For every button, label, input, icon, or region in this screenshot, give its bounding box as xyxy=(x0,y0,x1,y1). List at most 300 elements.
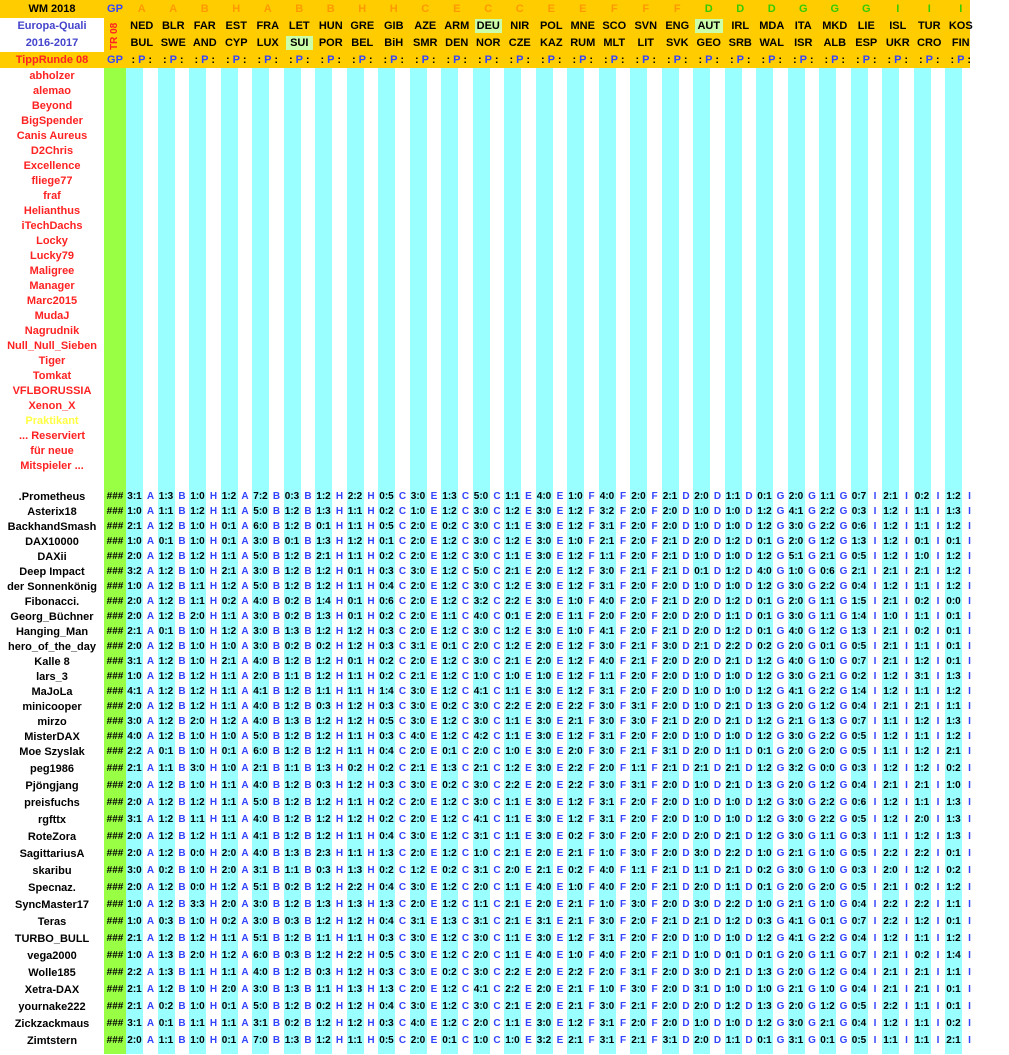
tip-group-letter: F xyxy=(619,984,627,995)
tip-group-letter: H xyxy=(335,1001,344,1012)
player-name[interactable]: Zimtstern xyxy=(26,1035,78,1047)
wm-label: WM 2018 xyxy=(28,3,76,15)
tip-cell: 1:2 xyxy=(190,797,205,808)
tip-cell: 3:1 xyxy=(599,1035,615,1046)
tip-cell: 1:2 xyxy=(284,731,300,742)
tip-cell: 3:1 xyxy=(599,814,615,825)
tip-group-letter: F xyxy=(651,566,658,577)
tip-cell: 2:0 xyxy=(410,536,426,547)
tip-group-letter: C xyxy=(461,716,470,727)
player-name[interactable]: MisterDAX xyxy=(24,731,80,743)
tip-cell: 0:2 xyxy=(914,950,930,961)
player-name[interactable]: Georg_Büchner xyxy=(10,611,94,623)
tip-cell: 2:2 xyxy=(127,967,142,978)
tip-cell: 0:6 xyxy=(851,521,867,532)
tip-group-letter: G xyxy=(839,950,848,961)
tip-cell: 1:2 xyxy=(505,641,520,652)
tip-cell: 3:0 xyxy=(599,566,615,577)
tip-group-letter: A xyxy=(146,701,155,712)
tip-group-letter: C xyxy=(493,746,501,757)
tip-cell: 2:2 xyxy=(505,596,520,607)
player-gp: ### xyxy=(106,581,124,592)
tip-cell: 1:3 xyxy=(284,848,300,859)
player-name[interactable]: RoteZora xyxy=(27,831,77,843)
top-player-name[interactable]: iTechDachs xyxy=(21,220,83,232)
tip-cell: 2:0 xyxy=(662,967,678,978)
tip-cell: 1:2 xyxy=(347,967,363,978)
tip-cell: 1:2 xyxy=(158,814,174,825)
home-team: MNE xyxy=(570,20,595,32)
tip-cell: 4:1 xyxy=(253,831,268,842)
tip-group-letter: I xyxy=(968,656,971,667)
tip-group-letter: I xyxy=(873,797,877,808)
tip-group-letter: I xyxy=(968,641,971,652)
top-player-name[interactable]: Helianthus xyxy=(23,205,81,217)
tip-group-letter: A xyxy=(241,656,249,667)
tip-cell: 0:1 xyxy=(946,1001,961,1012)
tip-cell: 1:2 xyxy=(221,581,237,592)
tip-cell: 2:2 xyxy=(568,763,583,774)
tip-group-letter: I xyxy=(873,521,877,532)
tip-group-letter: D xyxy=(745,731,753,742)
top-player-name[interactable]: Beyond xyxy=(31,100,73,112)
tip-cell: 2:0 xyxy=(662,671,678,682)
player-name[interactable]: preisfuchs xyxy=(24,797,80,809)
tip-group-letter: I xyxy=(968,686,971,697)
top-player-name[interactable]: Mitspieler ... xyxy=(20,460,84,472)
tip-group-letter: F xyxy=(588,746,595,757)
top-player-name[interactable]: VFLBORUSSIA xyxy=(12,385,92,397)
tip-group-letter: I xyxy=(936,1001,940,1012)
player-name[interactable]: DAXii xyxy=(37,551,67,563)
player-name[interactable]: Kalle 8 xyxy=(34,656,70,668)
tip-cell: 1:3 xyxy=(946,716,961,727)
tip-group-letter: I xyxy=(873,566,877,577)
tip-cell: 1:2 xyxy=(284,686,300,697)
tip-group-letter: B xyxy=(272,626,281,637)
top-player-name[interactable]: alemao xyxy=(33,85,71,97)
away-team: NOR xyxy=(476,37,501,49)
tip-cell: 1:0 xyxy=(599,848,615,859)
tip-cell: 1:3 xyxy=(347,865,363,876)
tip-group-letter: D xyxy=(713,701,722,712)
top-player-name[interactable]: Marc2015 xyxy=(26,295,78,307)
tip-cell: 1:2 xyxy=(442,899,457,910)
tip-cell: 2:0 xyxy=(599,763,615,774)
tip-cell: 0:4 xyxy=(851,984,867,995)
tip-group-letter: G xyxy=(839,814,848,825)
tip-cell: 2:1 xyxy=(694,763,709,774)
tip-group-letter: A xyxy=(146,626,155,637)
player-name[interactable]: Wolle185 xyxy=(28,967,76,979)
tip-group-letter: B xyxy=(304,716,312,727)
tip-group-letter: H xyxy=(367,686,375,697)
away-team: WAL xyxy=(759,37,784,49)
top-player-name[interactable]: Tomkat xyxy=(32,370,72,382)
player-name[interactable]: hero_of_the_day xyxy=(7,641,97,653)
tipprunde-label: TippRunde 08 xyxy=(0,53,104,67)
player-name[interactable]: TURBO_BULL xyxy=(14,933,90,945)
player-gp: ### xyxy=(106,1035,124,1046)
tip-group-letter: D xyxy=(682,933,690,944)
top-player-name[interactable]: D2Chris xyxy=(30,145,74,157)
top-player-name[interactable]: abholzer xyxy=(29,70,75,82)
tip-cell: 3:1 xyxy=(599,686,615,697)
away-team: GEO xyxy=(696,37,721,49)
tip-group-letter: I xyxy=(905,596,908,607)
tip-cell: 1:2 xyxy=(347,626,363,637)
tip-cell: 0:4 xyxy=(379,581,394,592)
tip-cell: 2:1 xyxy=(851,566,867,577)
tip-cell: 0:3 xyxy=(379,641,394,652)
home-team: MDA xyxy=(759,20,785,32)
tip-group-letter: E xyxy=(525,521,532,532)
tip-cell: 1:1 xyxy=(347,551,363,562)
tip-group-letter: E xyxy=(556,797,564,808)
tip-group-letter: H xyxy=(367,1035,375,1046)
tip-group-letter: E xyxy=(556,716,564,727)
home-team: LIE xyxy=(857,20,875,32)
tip-group-letter: B xyxy=(178,716,186,727)
tip-group-letter: I xyxy=(936,731,940,742)
player-name[interactable]: Zickzackmaus xyxy=(14,1018,90,1030)
tip-cell: 0:1 xyxy=(757,1035,772,1046)
tip-cell: 1:2 xyxy=(725,1001,741,1012)
tip-group-letter: H xyxy=(335,656,344,667)
home-team: BLR xyxy=(161,20,185,32)
tip-group-letter: B xyxy=(178,865,186,876)
tip-group-letter: I xyxy=(905,491,908,502)
tip-group-letter: B xyxy=(178,536,186,547)
tip-group-letter: C xyxy=(461,1001,470,1012)
tip-cell: 3:0 xyxy=(253,626,268,637)
top-player-name[interactable]: Praktikant xyxy=(25,415,79,427)
tip-cell: 0:2 xyxy=(221,596,237,607)
tip-cell: 1:2 xyxy=(505,506,520,517)
tip-group-letter: E xyxy=(556,611,564,622)
tip-cell: 0:2 xyxy=(316,1001,331,1012)
tip-group-letter: I xyxy=(968,848,971,859)
tip-cell: 1:0 xyxy=(568,491,583,502)
tip-cell: 5:1 xyxy=(253,933,268,944)
away-team: SRB xyxy=(728,37,752,49)
tip-cell: 0:5 xyxy=(379,1035,394,1046)
tip-group-letter: C xyxy=(493,491,501,502)
tip-cell: 1:2 xyxy=(505,536,520,547)
tip-cell: 2:2 xyxy=(820,933,835,944)
tip-group-letter: C xyxy=(398,716,407,727)
tip-cell: 1:1 xyxy=(190,967,205,978)
tip-group-letter: B xyxy=(304,967,312,978)
tip-group-letter: B xyxy=(304,831,312,842)
tip-cell: 1:2 xyxy=(883,671,898,682)
tip-group-letter: F xyxy=(651,671,658,682)
group-label: F xyxy=(673,3,681,15)
tip-group-letter: D xyxy=(745,596,753,607)
tip-cell: 2:0 xyxy=(127,701,142,712)
tip-group-letter: D xyxy=(745,831,753,842)
top-player-name[interactable]: Locky xyxy=(36,235,68,247)
top-player-name[interactable]: Tiger xyxy=(38,355,66,367)
player-name[interactable]: lars_3 xyxy=(36,671,68,683)
tip-group-letter: D xyxy=(682,967,690,978)
tip-cell: 5:0 xyxy=(253,551,268,562)
tip-cell: 1:1 xyxy=(914,1001,930,1012)
tip-cell: 1:2 xyxy=(442,848,457,859)
tip-cell: 6:0 xyxy=(253,746,268,757)
tip-group-letter: A xyxy=(241,551,249,562)
away-team: KAZ xyxy=(539,37,563,49)
player-name[interactable]: Pjöngjang xyxy=(25,780,79,792)
tip-cell: 2:1 xyxy=(568,716,583,727)
tip-group-letter: H xyxy=(335,865,344,876)
tip-cell: 3:0 xyxy=(473,506,489,517)
tip-group-letter: D xyxy=(713,797,722,808)
player-name[interactable]: DAX10000 xyxy=(25,536,79,548)
top-player-name[interactable]: Xenon_X xyxy=(28,400,76,412)
tip-cell: 2:2 xyxy=(505,967,520,978)
player-name[interactable]: SyncMaster17 xyxy=(15,899,89,911)
tip-cell: 1:0 xyxy=(190,641,205,652)
tip-group-letter: B xyxy=(272,814,281,825)
player-name[interactable]: .Prometheus xyxy=(18,491,86,503)
tip-cell: 1:2 xyxy=(316,656,331,667)
tip-cell: 2:2 xyxy=(883,848,898,859)
tip-group-letter: F xyxy=(619,899,627,910)
player-name[interactable]: der Sonnenkönig xyxy=(7,581,97,593)
tip-group-letter: C xyxy=(398,1001,407,1012)
top-player-name[interactable]: MudaJ xyxy=(34,310,70,322)
tip-cell: 1:2 xyxy=(883,763,898,774)
player-name[interactable]: MaJoLa xyxy=(31,686,73,698)
tip-group-letter: H xyxy=(335,731,344,742)
player-name[interactable]: Xetra-DAX xyxy=(24,984,80,996)
tip-cell: 2:0 xyxy=(221,848,237,859)
tip-group-letter: I xyxy=(968,521,971,532)
top-player-name[interactable]: Null_Null_Sieben xyxy=(7,340,97,352)
player-gp: ### xyxy=(106,671,124,682)
tip-cell: 2:0 xyxy=(410,848,426,859)
tip-cell: 2:2 xyxy=(568,780,583,791)
top-player-name[interactable]: Manager xyxy=(29,280,75,292)
tip-cell: 1:2 xyxy=(316,950,331,961)
tip-group-letter: E xyxy=(430,641,438,652)
tip-cell: 1:1 xyxy=(284,671,300,682)
tip-cell: 1:2 xyxy=(158,716,174,727)
player-name[interactable]: Teras xyxy=(37,916,67,928)
tip-group-letter: D xyxy=(682,626,690,637)
tip-cell: 2:1 xyxy=(914,701,930,712)
tip-group-letter: C xyxy=(398,865,407,876)
tip-cell: 1:3 xyxy=(820,716,835,727)
away-team: SVK xyxy=(665,37,689,49)
tip-group-letter: I xyxy=(873,950,877,961)
tip-group-letter: D xyxy=(713,716,722,727)
tip-group-letter: C xyxy=(461,671,470,682)
tip-cell: 2:1 xyxy=(883,984,898,995)
tip-cell: 1:2 xyxy=(284,521,300,532)
player-name[interactable]: mirzo xyxy=(37,716,67,728)
tip-cell: 2:2 xyxy=(820,581,835,592)
player-name[interactable]: skaribu xyxy=(32,865,72,877)
tip-group-letter: E xyxy=(525,780,532,791)
tip-group-letter: H xyxy=(367,746,375,757)
tip-cell: 4:0 xyxy=(599,596,615,607)
tip-cell: 1:2 xyxy=(568,671,583,682)
tip-group-letter: C xyxy=(493,551,501,562)
tip-group-letter: I xyxy=(968,984,971,995)
player-name[interactable]: peg1986 xyxy=(29,763,75,775)
player-name[interactable]: Hanging_Man xyxy=(15,626,89,638)
tip-group-letter: D xyxy=(745,686,753,697)
tip-group-letter: H xyxy=(335,536,344,547)
top-player-name[interactable]: Canis Aureus xyxy=(16,130,88,142)
tip-group-letter: D xyxy=(713,763,722,774)
tip-group-letter: I xyxy=(905,916,908,927)
tip-cell: 1:2 xyxy=(725,596,741,607)
top-player-name[interactable]: Excellence xyxy=(23,160,81,172)
tip-group-letter: C xyxy=(461,797,470,808)
tip-group-letter: B xyxy=(304,848,312,859)
top-player-name[interactable]: fraf xyxy=(43,190,61,202)
tip-group-letter: C xyxy=(461,746,470,757)
tip-cell: 1:2 xyxy=(442,950,457,961)
tip-group-letter: D xyxy=(745,626,753,637)
tip-cell: 0:2 xyxy=(379,763,394,774)
player-name[interactable]: yournake222 xyxy=(18,1001,86,1013)
tip-group-letter: I xyxy=(905,731,908,742)
tip-cell: 2:1 xyxy=(883,566,898,577)
tip-group-letter: H xyxy=(209,656,218,667)
top-player-name[interactable]: Maligree xyxy=(29,265,75,277)
player-name[interactable]: SagittariusA xyxy=(19,848,85,860)
tip-group-letter: I xyxy=(936,506,940,517)
tip-cell: 1:1 xyxy=(316,984,331,995)
tip-group-letter: B xyxy=(272,984,281,995)
tip-cell: 1:0 xyxy=(505,746,520,757)
player-name[interactable]: Specnaz. xyxy=(28,882,76,894)
tip-group-letter: H xyxy=(335,551,344,562)
tip-cell: 1:2 xyxy=(158,933,174,944)
tip-cell: 1:2 xyxy=(316,831,331,842)
tip-cell: 1:2 xyxy=(883,731,898,742)
tip-cell: 1:2 xyxy=(158,797,174,808)
tip-group-letter: H xyxy=(335,1035,344,1046)
tip-cell: 2:0 xyxy=(662,780,678,791)
player-name[interactable]: minicooper xyxy=(22,701,82,713)
tip-cell: 2:1 xyxy=(662,882,678,893)
tip-cell: 2:1 xyxy=(946,1035,961,1046)
tip-group-letter: E xyxy=(556,581,564,592)
tip-group-letter: F xyxy=(588,865,595,876)
tip-group-letter: I xyxy=(873,831,877,842)
tip-cell: 1:2 xyxy=(725,626,741,637)
tip-cell: 7:0 xyxy=(253,1035,268,1046)
tip-group-letter: I xyxy=(873,671,877,682)
tip-group-letter: G xyxy=(776,506,785,517)
tip-cell: 5:0 xyxy=(253,1001,268,1012)
tip-cell: 1:2 xyxy=(946,933,961,944)
top-player-name[interactable]: Lucky79 xyxy=(29,250,75,262)
tip-group-letter: G xyxy=(808,581,816,592)
top-player-name[interactable]: ... Reserviert xyxy=(18,430,86,442)
tip-group-letter: G xyxy=(808,521,816,532)
player-name[interactable]: Moe Szyslak xyxy=(19,746,85,758)
tip-group-letter: E xyxy=(430,686,438,697)
top-player-name[interactable]: BigSpender xyxy=(21,115,83,127)
p-column-header: : P : xyxy=(918,54,940,66)
player-name[interactable]: Asterix18 xyxy=(27,506,77,518)
top-player-name[interactable]: Nagrudnik xyxy=(24,325,80,337)
tip-cell: 1:0 xyxy=(820,848,835,859)
tip-cell: 1:1 xyxy=(914,797,930,808)
tip-group-letter: G xyxy=(808,899,816,910)
tip-group-letter: I xyxy=(905,899,908,910)
tip-cell: 4:0 xyxy=(536,491,552,502)
tip-group-letter: F xyxy=(619,656,627,667)
player-name[interactable]: BackhandSmash xyxy=(7,521,97,533)
tip-cell: 2:0 xyxy=(631,536,646,547)
tip-group-letter: F xyxy=(588,506,595,517)
tip-group-letter: G xyxy=(839,1035,848,1046)
top-player-name[interactable]: fliege77 xyxy=(31,175,73,187)
tip-group-letter: G xyxy=(839,671,848,682)
tip-cell: 0:2 xyxy=(442,865,457,876)
tip-group-letter: B xyxy=(178,551,186,562)
tip-group-letter: E xyxy=(430,780,438,791)
player-name[interactable]: vega2000 xyxy=(27,950,77,962)
tip-cell: 2:2 xyxy=(725,641,741,652)
p-column-header: : P : xyxy=(351,54,373,66)
tip-cell: 1:1 xyxy=(505,1018,520,1029)
tip-group-letter: C xyxy=(398,491,407,502)
tip-cell: 0:1 xyxy=(221,1001,237,1012)
tip-group-letter: I xyxy=(873,626,877,637)
player-name[interactable]: rgfttx xyxy=(37,814,67,826)
tip-group-letter: B xyxy=(178,882,186,893)
tip-group-letter: D xyxy=(745,1035,753,1046)
tip-cell: 1:2 xyxy=(568,566,583,577)
tip-group-letter: D xyxy=(682,1035,690,1046)
tip-cell: 1:1 xyxy=(190,581,205,592)
tip-cell: 1:2 xyxy=(725,536,741,547)
tip-group-letter: F xyxy=(651,626,658,637)
tip-group-letter: E xyxy=(430,916,438,927)
tip-cell: 1:2 xyxy=(158,882,174,893)
tip-cell: 3:0 xyxy=(410,950,426,961)
tip-cell: 2:0 xyxy=(788,780,804,791)
tip-group-letter: I xyxy=(905,551,908,562)
tip-cell: 2:0 xyxy=(536,566,552,577)
tip-group-letter: A xyxy=(241,848,249,859)
tip-group-letter: I xyxy=(936,581,940,592)
tip-cell: 1:3 xyxy=(946,797,961,808)
tip-cell: 1:2 xyxy=(914,763,930,774)
group-label: D xyxy=(767,3,776,15)
player-name[interactable]: Deep Impact xyxy=(19,566,85,578)
tip-group-letter: H xyxy=(367,491,375,502)
tip-cell: 0:1 xyxy=(221,536,237,547)
tip-group-letter: B xyxy=(304,984,312,995)
player-name[interactable]: Fibonacci. xyxy=(24,596,80,608)
top-player-name[interactable]: für neue xyxy=(30,445,74,457)
tip-group-letter: I xyxy=(968,950,971,961)
tip-cell: 2:1 xyxy=(725,716,741,727)
tip-group-letter: H xyxy=(209,1035,218,1046)
tip-cell: 1:2 xyxy=(284,1001,300,1012)
tip-group-letter: I xyxy=(873,933,877,944)
player-gp: ### xyxy=(106,933,124,944)
